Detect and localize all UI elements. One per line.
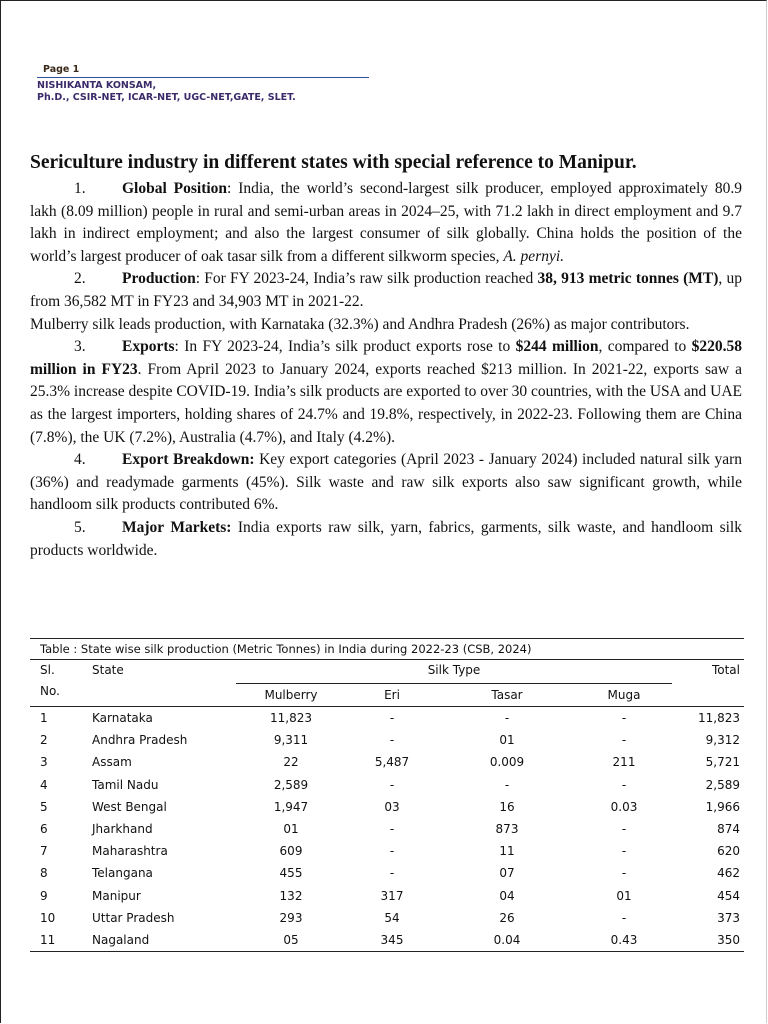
section-text: . From April 2023 to January 2024, exports reached $213 million. In 2021-22, exports saw a 25.3% increase despite COVID-19. India’s silk products are exported to over 30 countries, with the USA and UAE as the largest importers, holding shares of 24.7% and 19.8%, respectively, in 2022-23. Following them are China (7.8%), the UK (7.2%), Australia (4.7%), and Italy (4.2%). [30,360,742,446]
cell-sl: 9 [40,888,48,903]
cell-eri: - [389,711,395,726]
cell-tasar: - [504,711,510,726]
cell-sl: 5 [40,799,48,814]
cell-total: 5,721 [705,755,740,770]
cell-mulberry: 11,823 [270,711,312,726]
cell-state: West Bengal [92,799,167,814]
section-text: , compared to [598,338,692,356]
cell-muga: 211 [612,755,636,770]
cell-eri: - [389,866,395,881]
cell-muga: - [621,844,627,859]
cell-mulberry: 455 [279,866,303,881]
cell-muga: - [621,711,627,726]
cell-muga: 0.03 [610,799,638,814]
section-text: , up from 36,582 MT in FY23 and 34,903 MT in 2021-22. [30,270,743,310]
cell-total: 620 [717,844,740,859]
cell-mulberry: 9,311 [273,733,309,748]
cell-state: Tamil Nadu [92,777,159,792]
table-row [30,729,744,751]
cell-eri: 54 [384,910,400,925]
page-number-label: Page 1 [43,64,80,75]
header-muga: Muga [576,684,672,707]
cell-muga: - [621,866,627,881]
header-rule [37,77,369,78]
section-text: : In FY 2023-24, India’s silk product exports rose to [174,338,516,356]
cell-total: 373 [717,910,740,925]
section-text: : India, the world’s second-largest silk producer, employed approximately 80.9 lakh (8.09 million) people in rural and semi-urban areas in 2024–25, with 71.2 lakh in direct employment and 9.7 lakh in indirect employment; and also the largest consumer of silk globally. China holds the position of the world’s largest producer of oak tasar silk from a different silkworm species, [30,180,742,265]
cell-sl: 8 [40,866,48,881]
cell-mulberry: 1,947 [273,799,309,814]
table-row [30,796,744,818]
cell-state: Assam [92,755,132,770]
section-heading: Major Markets: [122,518,232,536]
header-total: Total [711,663,740,677]
cell-total: 874 [717,822,740,837]
cell-state: Manipur [92,888,141,903]
cell-sl: 1 [40,711,48,726]
cell-eri: - [389,733,395,748]
header-silk-type: Silk Type [236,660,672,684]
cell-tasar: 16 [499,799,515,814]
table-row [30,818,744,840]
cell-eri: 03 [384,799,400,814]
section-heading: Exports [122,338,175,356]
cell-sl: 6 [40,822,48,837]
cell-mulberry: 01 [283,822,299,837]
cell-eri: - [389,822,395,837]
cell-tasar: - [504,777,510,792]
document-title: Sericulture industry in different states with special reference to Manipur. [30,152,637,173]
header-sl: Sl. [40,663,55,677]
cell-muga: 01 [616,888,632,903]
section-number: 3. [74,338,86,356]
cell-muga: - [621,777,627,792]
cell-eri: - [389,777,395,792]
cell-mulberry: 22 [283,755,299,770]
cell-tasar: 01 [499,733,515,748]
header-eri: Eri [346,684,438,707]
production-figure: 38, 913 metric tonnes (MT) [537,270,719,288]
section-heading: Production [122,270,196,288]
table-row [30,840,744,862]
cell-total: 1,966 [705,799,740,814]
table-row [30,751,744,773]
cell-state: Nagaland [92,932,150,947]
production-extra: Mulberry silk leads production, with Karnataka (32.3%) and Andhra Pradesh (26%) as major contributors. [30,315,690,333]
cell-sl: 10 [40,910,56,925]
table-row [30,862,744,884]
cell-sl: 3 [40,755,48,770]
header-tasar: Tasar [438,684,576,707]
section-heading: Global Position [122,180,228,197]
cell-sl: 2 [40,733,48,748]
table-row [30,707,744,730]
cell-eri: - [389,844,395,859]
cell-total: 350 [717,932,740,947]
table-row [30,774,744,796]
section-major-markets [30,517,742,562]
header-state: State [92,663,124,677]
header-no: No. [30,684,88,707]
section-production [30,268,742,313]
table-row [30,929,744,952]
cell-tasar: 26 [499,910,515,925]
section-export-breakdown [30,449,742,517]
author-name: NISHIKANTA KONSAM, [37,80,157,91]
cell-muga: - [621,822,627,837]
section-heading: Export Breakdown: [122,451,255,469]
cell-tasar: 07 [499,866,515,881]
cell-state: Telangana [92,866,153,881]
table-row [30,907,744,929]
cell-mulberry: 609 [279,844,303,859]
section-exports [30,336,742,449]
cell-state: Uttar Pradesh [92,910,175,925]
header-blank [88,684,236,707]
cell-sl: 11 [40,932,56,947]
export-figure-prev: $220.58 million in FY23 [30,338,742,378]
cell-muga: - [621,733,627,748]
cell-total: 2,589 [705,777,740,792]
table-caption: Table : State wise silk production (Metric Tonnes) in India during 2022-23 (CSB, 2024) [30,639,744,660]
cell-mulberry: 293 [279,910,303,925]
header-mulberry: Mulberry [236,684,346,707]
data-table [30,660,744,952]
cell-tasar: 04 [499,888,515,903]
section-number: 1. [74,180,86,197]
cell-muga: 0.43 [610,932,638,947]
cell-total: 454 [717,888,740,903]
cell-state: Andhra Pradesh [92,733,188,748]
section-text: : For FY 2023-24, India’s raw silk production reached [195,270,538,288]
cell-tasar: 11 [499,844,515,859]
cell-state: Karnataka [92,711,153,726]
section-number: 4. [74,451,86,469]
cell-sl: 4 [40,777,48,792]
section-number: 2. [74,270,86,288]
species-name: A. pernyi. [503,247,565,265]
cell-state: Maharashtra [92,844,168,859]
cell-muga: - [621,910,627,925]
cell-eri: 5,487 [374,755,410,770]
cell-eri: 345 [380,932,404,947]
cell-total: 462 [717,866,740,881]
section-global-position [30,178,742,268]
section-text: India exports raw silk, yarn, fabrics, garments, silk waste, and handloom silk products worldwide. [30,518,742,559]
section-number: 5. [74,518,86,536]
document-body [30,178,742,562]
section-text: Key export categories (April 2023 - January 2024) included natural silk yarn (36%) and readymade garments (45%). Silk waste and raw silk exports also saw significant growth, while handloom silk products contributed 6%. [30,451,742,514]
cell-eri: 317 [380,888,404,903]
cell-total: 9,312 [705,733,740,748]
table-row [30,885,744,907]
author-qualifications: Ph.D., CSIR-NET, ICAR-NET, UGC-NET,GATE, SLET. [37,92,296,103]
cell-tasar: 873 [495,822,519,837]
silk-production-table [30,638,744,952]
cell-tasar: 0.04 [493,932,521,947]
cell-mulberry: 2,589 [273,777,309,792]
cell-mulberry: 132 [279,888,303,903]
cell-total: 11,823 [698,711,740,726]
page-header [37,64,369,104]
cell-state: Jharkhand [92,822,153,837]
cell-sl: 7 [40,844,48,859]
cell-tasar: 0.009 [489,755,525,770]
export-figure: $244 million [515,338,599,356]
cell-mulberry: 05 [283,932,299,947]
header-blank [672,684,744,707]
